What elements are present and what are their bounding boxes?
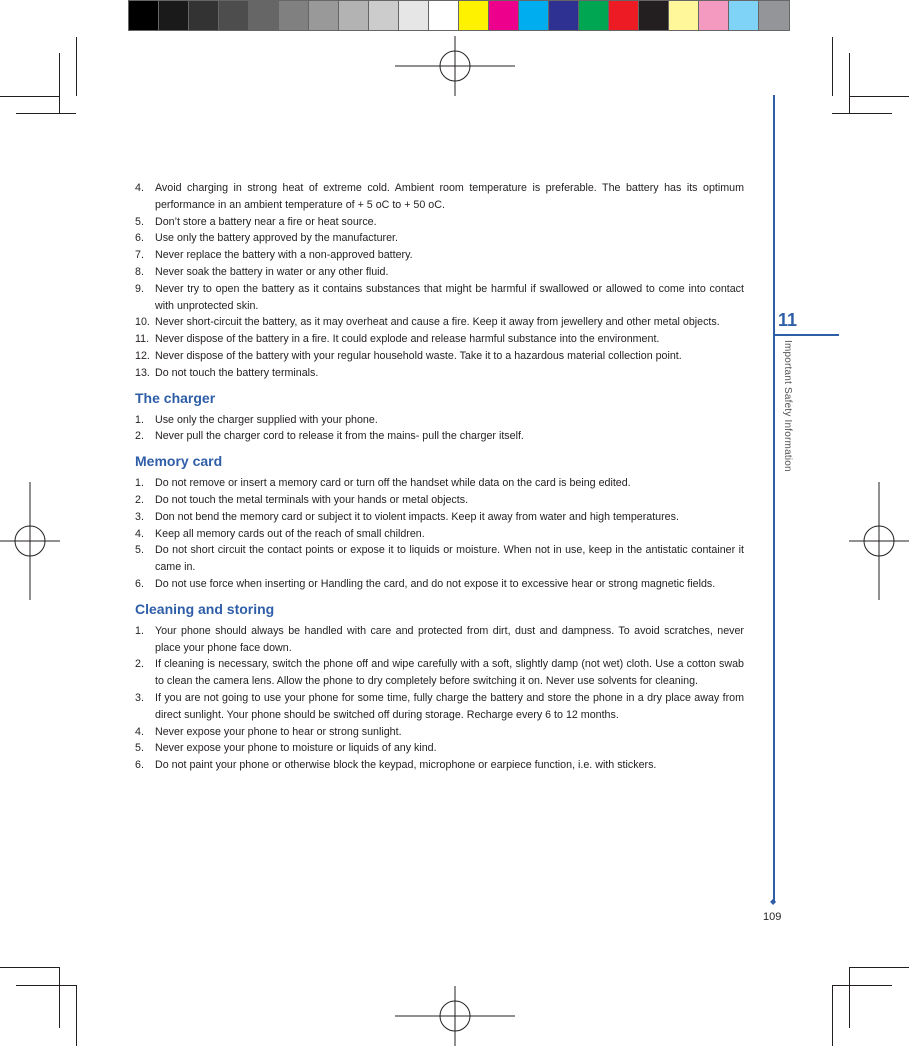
grayscale-calibration-bar (128, 0, 460, 31)
list-item-text: Never expose your phone to hear or strong sunlight. (155, 725, 402, 738)
list-item (135, 623, 744, 657)
list-item-text: Never expose your phone to moisture or liquids of any kind. (155, 742, 437, 755)
list-item-number: 4. (135, 725, 144, 738)
list-item (135, 724, 744, 741)
list-item-text: Keep all memory cards out of the reach of small children. (155, 527, 425, 540)
list-item (135, 757, 744, 774)
list-item-number: 5. (135, 742, 144, 755)
crop-mark (832, 37, 833, 96)
list-item-number: 7. (135, 249, 144, 262)
color-swatch (459, 1, 489, 30)
color-swatch (549, 1, 579, 30)
color-swatch (699, 1, 729, 30)
color-swatch (249, 1, 279, 30)
color-calibration-bar (458, 0, 790, 31)
crop-mark (76, 985, 77, 1046)
chapter-rule (775, 334, 839, 336)
list-item-text: Do not paint your phone or otherwise block the keypad, microphone or earpiece function, i.e. with stickers. (155, 759, 657, 772)
list-item-number: 2. (135, 658, 144, 671)
list-item-text: Never short-circuit the battery, as it may overheat and cause a fire. Keep it away from jewellery and other metal objects. (155, 316, 720, 329)
list-item-number: 1. (135, 413, 144, 426)
crop-mark (832, 985, 833, 1046)
list-item (135, 526, 744, 543)
color-swatch (429, 1, 459, 30)
color-swatch (159, 1, 189, 30)
list-item (135, 492, 744, 509)
crop-mark (16, 985, 76, 986)
color-swatch (339, 1, 369, 30)
list-item-text: Do not short circuit the contact points or expose it to liquids or moisture. When not in use, keep in the antistatic container it came in. (155, 544, 744, 574)
list-item-number: 11. (135, 333, 150, 346)
list-item-text: Don not bend the memory card or subject it to violent impacts. Keep it away from water and high temperatures. (155, 510, 679, 523)
list-item-text: Avoid charging in strong heat of extreme cold. Ambient room temperature is preferable. The battery has its optimum performance in an ambient temperature of + 5 oC to + 50 oC. (155, 182, 744, 211)
list-item-text: Do not remove or insert a memory card or turn off the handset while data on the card is being edited. (155, 477, 631, 490)
list-item-number: 3. (135, 691, 144, 704)
color-swatch (369, 1, 399, 30)
list-item-text: Do not touch the battery terminals. (155, 366, 319, 379)
list-item (135, 264, 744, 281)
list-item-number: 13. (135, 366, 150, 379)
list-item (135, 281, 744, 315)
list-item-text: Use only the charger supplied with your phone. (155, 413, 378, 426)
list-item (135, 656, 744, 690)
list-item-number: 4. (135, 182, 144, 194)
color-swatch (189, 1, 219, 30)
list-item (135, 428, 744, 445)
registration-mark-right (849, 482, 909, 600)
list-item-number: 5. (135, 215, 144, 228)
list-item-number: 1. (135, 624, 144, 637)
list-item-text: Use only the battery approved by the manufacturer. (155, 232, 398, 245)
crop-mark (0, 96, 60, 97)
registration-mark-top (395, 36, 515, 96)
list-item (135, 412, 744, 429)
list-item (135, 509, 744, 526)
memory-card-list (135, 475, 744, 593)
list-item-number: 2. (135, 493, 144, 506)
crop-mark (849, 967, 909, 968)
list-item-text: If cleaning is necessary, switch the phone off and wipe carefully with a soft, slightly damp (not wet) cloth. Use a cotton swab to clean the camera lens. Allow the phone to dry completely before switching it on. Never use solvents for cleaning. (155, 658, 744, 688)
crop-mark (849, 96, 909, 97)
list-item (135, 348, 744, 365)
list-item-number: 2. (135, 430, 144, 443)
list-item-number: 1. (135, 477, 144, 490)
color-swatch (519, 1, 549, 30)
crop-mark (832, 113, 892, 114)
color-swatch (729, 1, 759, 30)
color-swatch (669, 1, 699, 30)
sidebar-rule (773, 95, 775, 901)
list-item (135, 331, 744, 348)
color-swatch (129, 1, 159, 30)
crop-mark (849, 967, 850, 1028)
page-number: 109 (763, 911, 782, 923)
list-item (135, 542, 744, 576)
registration-mark-bottom (395, 986, 515, 1046)
crop-mark (59, 967, 60, 1028)
list-item-text: If you are not going to use your phone for some time, fully charge the battery and store the phone in a dry place away from direct sunlight. Your phone should be switched off during storage. Recharge every 6 to 12 months. (155, 691, 744, 721)
color-swatch (609, 1, 639, 30)
list-item-text: Don’t store a battery near a fire or heat source. (155, 215, 377, 228)
list-item (135, 365, 744, 382)
list-item-number: 4. (135, 527, 144, 540)
list-item (135, 230, 744, 247)
list-item-number: 6. (135, 759, 144, 772)
registration-mark-left (0, 482, 60, 600)
color-swatch (219, 1, 249, 30)
list-item-text: Do not touch the metal terminals with your hands or metal objects. (155, 493, 469, 506)
list-item (135, 314, 744, 331)
list-item-number: 6. (135, 232, 144, 245)
list-item-number: 5. (135, 544, 144, 557)
crop-mark (849, 53, 850, 114)
battery-list (135, 180, 744, 382)
list-item-number: 8. (135, 265, 144, 278)
list-item (135, 576, 744, 593)
list-item-number: 12. (135, 349, 150, 362)
list-item (135, 247, 744, 264)
chapter-number: 11 (778, 310, 798, 330)
color-swatch (639, 1, 669, 30)
list-item-number: 6. (135, 577, 144, 590)
memory-card-heading: Memory card (135, 453, 223, 470)
color-swatch (309, 1, 339, 30)
list-item-text: Your phone should always be handled with care and protected from dirt, dust and dampness. To avoid scratches, never place your phone face down. (155, 624, 744, 654)
list-item (135, 690, 744, 724)
cleaning-heading: Cleaning and storing (135, 600, 275, 617)
list-item-text: Never dispose of the battery in a fire. It could explode and release harmful substance into the environment. (155, 333, 660, 346)
list-item (135, 740, 744, 757)
crop-mark (16, 113, 76, 114)
color-swatch (399, 1, 429, 30)
page-content (135, 180, 744, 774)
list-item-number: 10. (135, 316, 150, 329)
crop-mark (0, 967, 60, 968)
color-swatch (279, 1, 309, 30)
list-item-text: Never soak the battery in water or any other fluid. (155, 265, 389, 278)
chapter-title: Important Safety Information (782, 340, 793, 472)
list-item-text: Do not use force when inserting or Handling the card, and do not expose it to excessive hear or strong magnetic fields. (155, 577, 716, 590)
color-swatch (759, 1, 789, 30)
list-item-number: 3. (135, 510, 144, 523)
list-item (135, 475, 744, 492)
crop-mark (59, 53, 60, 114)
color-swatch (579, 1, 609, 30)
charger-heading: The charger (135, 389, 216, 406)
list-item-text: Never try to open the battery as it contains substances that might be harmful if swallowed or allowed to come into contact with unprotected skin. (155, 282, 744, 312)
list-item-text: Never pull the charger cord to release it from the mains- pull the charger itself. (155, 430, 524, 443)
crop-mark (76, 37, 77, 96)
list-item (135, 214, 744, 231)
crop-mark (832, 985, 892, 986)
list-item-number: 9. (135, 282, 144, 295)
list-item-text: Never replace the battery with a non-approved battery. (155, 249, 413, 262)
cleaning-list (135, 623, 744, 774)
charger-list (135, 412, 744, 446)
diamond-icon: ◆ (770, 897, 777, 906)
list-item (135, 180, 744, 214)
color-swatch (489, 1, 519, 30)
list-item-text: Never dispose of the battery with your regular household waste. Take it to a hazardous material collection point. (155, 349, 682, 362)
